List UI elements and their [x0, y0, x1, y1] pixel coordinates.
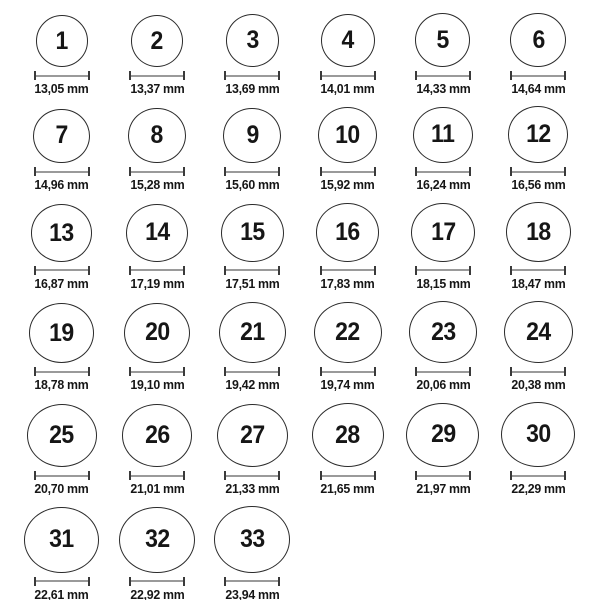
ring-size-number: 10	[335, 120, 360, 149]
bar-line	[36, 580, 88, 582]
diameter-label: 19,74 mm	[320, 377, 375, 393]
bar-line	[36, 371, 88, 373]
diameter-bar	[320, 71, 376, 80]
diameter-bar	[224, 266, 280, 275]
bar-tick-right	[374, 71, 376, 80]
diameter-label: 16,56 mm	[511, 177, 566, 193]
ring-size-number: 14	[144, 218, 170, 247]
ring-circle	[321, 14, 375, 67]
bar-tick-right	[469, 167, 471, 176]
bar-line	[512, 75, 564, 77]
ring-circle	[126, 204, 188, 262]
ring-size-number: 20	[144, 318, 170, 347]
ring-circle	[31, 204, 92, 261]
diameter-label: 19,42 mm	[225, 377, 280, 393]
ring-circle	[504, 301, 573, 363]
ring-cell	[109, 507, 204, 600]
ring-circle	[217, 404, 289, 468]
ring-size-number: 29	[430, 420, 456, 449]
ring-circle	[508, 106, 568, 163]
ring-circle	[312, 403, 384, 467]
ring-size-number: 21	[239, 318, 265, 347]
bar-line	[226, 171, 278, 173]
ring-cell	[300, 302, 395, 391]
diameter-bar	[320, 167, 376, 176]
ring-circle	[314, 302, 382, 363]
ring-size-number: 4	[341, 26, 354, 55]
ring-cell	[205, 14, 300, 95]
ring-circle	[318, 107, 377, 163]
bar-line	[131, 475, 183, 477]
diameter-bar	[510, 471, 566, 480]
ring-circle	[510, 13, 566, 67]
bar-line	[417, 171, 469, 173]
bar-tick-right	[564, 471, 566, 480]
diameter-bar	[415, 266, 471, 275]
bar-tick-right	[88, 471, 90, 480]
diameter-bar	[129, 71, 185, 80]
ring-cell	[491, 13, 586, 95]
ring-size-number: 3	[246, 26, 259, 55]
ring-size-number: 5	[436, 25, 450, 54]
diameter-bar	[510, 266, 566, 275]
diameter-bar	[34, 71, 90, 80]
ring-circle	[411, 203, 475, 262]
diameter-label: 15,92 mm	[320, 177, 375, 193]
bar-tick-right	[278, 266, 280, 275]
diameter-bar	[510, 367, 566, 376]
bar-line	[131, 580, 183, 582]
diameter-label: 14,64 mm	[511, 81, 566, 97]
diameter-label: 18,47 mm	[511, 275, 566, 291]
ring-size-number: 18	[525, 217, 551, 246]
bar-line	[36, 75, 88, 77]
ring-size-chart	[14, 0, 586, 600]
bar-line	[36, 171, 88, 173]
ring-cell	[205, 204, 300, 290]
diameter-label: 22,92 mm	[129, 586, 184, 600]
diameter-bar	[320, 367, 376, 376]
bar-tick-right	[278, 71, 280, 80]
diameter-label: 17,83 mm	[320, 275, 375, 291]
diameter-label: 13,37 mm	[129, 81, 184, 97]
bar-tick-right	[88, 577, 90, 586]
ring-cell	[205, 506, 300, 600]
ring-circle	[27, 404, 97, 467]
bar-line	[417, 269, 469, 271]
ring-cell	[491, 202, 586, 290]
diameter-bar	[224, 367, 280, 376]
diameter-label: 20,38 mm	[511, 377, 566, 393]
ring-cell	[300, 14, 395, 95]
bar-line	[417, 371, 469, 373]
ring-circle	[221, 204, 284, 262]
ring-cell	[14, 303, 109, 391]
ring-size-number: 17	[430, 217, 456, 246]
ring-cell	[395, 13, 490, 95]
ring-size-number: 11	[431, 120, 455, 149]
ring-grid	[14, 13, 586, 600]
bar-tick-right	[278, 367, 280, 376]
ring-size-number: 31	[49, 525, 74, 554]
ring-size-number: 32	[144, 525, 170, 554]
diameter-label: 19,10 mm	[129, 377, 184, 393]
ring-size-number: 7	[55, 121, 68, 150]
ring-size-number: 26	[144, 421, 170, 450]
ring-size-number: 25	[49, 421, 74, 450]
bar-line	[322, 171, 374, 173]
diameter-label: 20,70 mm	[34, 481, 89, 497]
ring-size-number: 27	[239, 420, 265, 449]
bar-tick-right	[374, 167, 376, 176]
diameter-label: 15,28 mm	[129, 177, 184, 193]
diameter-bar	[129, 266, 185, 275]
ring-cell	[14, 15, 109, 95]
diameter-bar	[320, 471, 376, 480]
diameter-label: 22,29 mm	[511, 481, 566, 497]
ring-size-number: 12	[525, 120, 551, 149]
diameter-label: 14,33 mm	[415, 81, 470, 97]
ring-size-number: 23	[430, 317, 456, 346]
ring-cell	[14, 109, 109, 192]
ring-circle	[409, 301, 478, 363]
diameter-bar	[415, 167, 471, 176]
bar-tick-right	[183, 577, 185, 586]
ring-cell	[109, 303, 204, 392]
ring-cell	[109, 204, 204, 290]
bar-line	[512, 269, 564, 271]
ring-size-number: 19	[49, 318, 74, 347]
ring-circle	[406, 403, 479, 468]
ring-circle	[128, 108, 185, 163]
diameter-bar	[34, 577, 90, 586]
ring-circle	[29, 303, 95, 363]
ring-size-number: 15	[239, 218, 265, 247]
bar-tick-right	[183, 471, 185, 480]
bar-tick-right	[374, 471, 376, 480]
bar-tick-right	[469, 266, 471, 275]
diameter-label: 14,01 mm	[320, 81, 375, 97]
ring-cell	[300, 403, 395, 495]
ring-size-number: 22	[335, 317, 360, 346]
ring-cell	[395, 107, 490, 192]
bar-tick-right	[564, 367, 566, 376]
ring-circle	[219, 302, 286, 363]
bar-line	[36, 475, 88, 477]
ring-size-number: 13	[49, 218, 74, 247]
ring-size-number: 9	[246, 120, 259, 149]
diameter-bar	[224, 471, 280, 480]
bar-tick-right	[88, 367, 90, 376]
ring-circle	[36, 15, 88, 67]
bar-tick-right	[374, 266, 376, 275]
ring-cell	[205, 302, 300, 391]
ring-size-number: 30	[525, 420, 551, 449]
bar-tick-right	[469, 367, 471, 376]
ring-size-number: 28	[335, 420, 360, 449]
ring-cell	[14, 507, 109, 600]
ring-cell	[395, 203, 490, 290]
diameter-label: 23,94 mm	[225, 586, 280, 600]
bar-tick-right	[564, 167, 566, 176]
bar-line	[226, 580, 278, 582]
diameter-bar	[224, 577, 280, 586]
ring-size-number: 8	[150, 121, 164, 150]
diameter-bar	[129, 167, 185, 176]
bar-tick-right	[183, 367, 185, 376]
bar-line	[131, 371, 183, 373]
bar-tick-right	[469, 471, 471, 480]
ring-cell	[491, 301, 586, 391]
bar-line	[131, 269, 183, 271]
diameter-label: 14,96 mm	[34, 177, 89, 193]
ring-cell	[14, 404, 109, 495]
ring-circle	[119, 507, 194, 573]
ring-size-number: 6	[532, 25, 545, 54]
ring-cell	[109, 15, 204, 95]
diameter-label: 18,78 mm	[34, 377, 89, 393]
bar-tick-right	[88, 71, 90, 80]
diameter-label: 17,19 mm	[129, 275, 184, 291]
ring-circle	[124, 303, 190, 364]
ring-size-number: 16	[335, 217, 360, 246]
bar-line	[131, 75, 183, 77]
bar-line	[226, 269, 278, 271]
ring-size-number: 1	[55, 26, 68, 55]
ring-circle	[214, 506, 290, 572]
diameter-label: 13,69 mm	[225, 81, 280, 97]
ring-circle	[506, 202, 571, 262]
diameter-label: 15,60 mm	[225, 177, 280, 193]
diameter-label: 20,06 mm	[415, 377, 470, 393]
bar-line	[512, 371, 564, 373]
ring-cell	[205, 404, 300, 496]
ring-size-number: 33	[239, 524, 265, 553]
bar-tick-right	[278, 167, 280, 176]
diameter-bar	[34, 367, 90, 376]
ring-circle	[501, 402, 575, 467]
bar-tick-right	[374, 367, 376, 376]
diameter-bar	[34, 471, 90, 480]
bar-tick-right	[88, 266, 90, 275]
diameter-bar	[224, 167, 280, 176]
ring-circle	[131, 15, 184, 67]
bar-line	[417, 75, 469, 77]
ring-cell	[109, 404, 204, 495]
ring-cell	[491, 402, 586, 495]
bar-line	[226, 75, 278, 77]
ring-circle	[24, 507, 99, 573]
ring-cell	[14, 204, 109, 289]
diameter-label: 21,01 mm	[129, 481, 184, 497]
diameter-bar	[34, 266, 90, 275]
bar-line	[322, 75, 374, 77]
ring-circle	[122, 404, 193, 467]
diameter-bar	[224, 71, 280, 80]
ring-circle	[226, 14, 280, 67]
bar-line	[322, 269, 374, 271]
ring-cell	[491, 106, 586, 191]
diameter-label: 21,33 mm	[225, 481, 280, 497]
diameter-bar	[129, 577, 185, 586]
ring-cell	[109, 108, 204, 191]
bar-tick-right	[469, 71, 471, 80]
bar-line	[131, 171, 183, 173]
bar-line	[36, 269, 88, 271]
diameter-label: 17,51 mm	[225, 275, 280, 291]
diameter-bar	[415, 367, 471, 376]
ring-size-number: 24	[525, 317, 551, 346]
bar-tick-right	[564, 71, 566, 80]
bar-tick-right	[183, 71, 185, 80]
diameter-bar	[129, 471, 185, 480]
diameter-label: 16,87 mm	[34, 275, 89, 291]
ring-circle	[316, 203, 379, 262]
bar-line	[226, 371, 278, 373]
ring-circle	[413, 107, 473, 164]
bar-tick-right	[88, 167, 90, 176]
bar-line	[226, 475, 278, 477]
ring-cell	[395, 301, 490, 391]
ring-circle	[33, 109, 90, 164]
bar-line	[512, 171, 564, 173]
diameter-bar	[129, 367, 185, 376]
bar-line	[322, 475, 374, 477]
diameter-label: 18,15 mm	[415, 275, 470, 291]
bar-tick-right	[183, 167, 185, 176]
diameter-bar	[415, 471, 471, 480]
ring-cell	[300, 107, 395, 191]
bar-line	[322, 371, 374, 373]
bar-tick-right	[278, 577, 280, 586]
diameter-bar	[34, 167, 90, 176]
bar-tick-right	[183, 266, 185, 275]
diameter-label: 22,61 mm	[34, 586, 89, 600]
diameter-label: 13,05 mm	[34, 81, 89, 97]
ring-circle	[223, 108, 281, 164]
bar-tick-right	[278, 471, 280, 480]
diameter-bar	[510, 167, 566, 176]
ring-circle	[415, 13, 470, 67]
diameter-label: 21,65 mm	[320, 481, 375, 497]
bar-tick-right	[564, 266, 566, 275]
diameter-label: 16,24 mm	[415, 177, 470, 193]
ring-cell	[205, 108, 300, 192]
diameter-bar	[320, 266, 376, 275]
bar-line	[512, 475, 564, 477]
ring-cell	[395, 403, 490, 496]
diameter-label: 21,97 mm	[415, 481, 470, 497]
ring-cell	[300, 203, 395, 290]
diameter-bar	[510, 71, 566, 80]
diameter-bar	[415, 71, 471, 80]
bar-line	[417, 475, 469, 477]
ring-size-number: 2	[150, 26, 164, 55]
